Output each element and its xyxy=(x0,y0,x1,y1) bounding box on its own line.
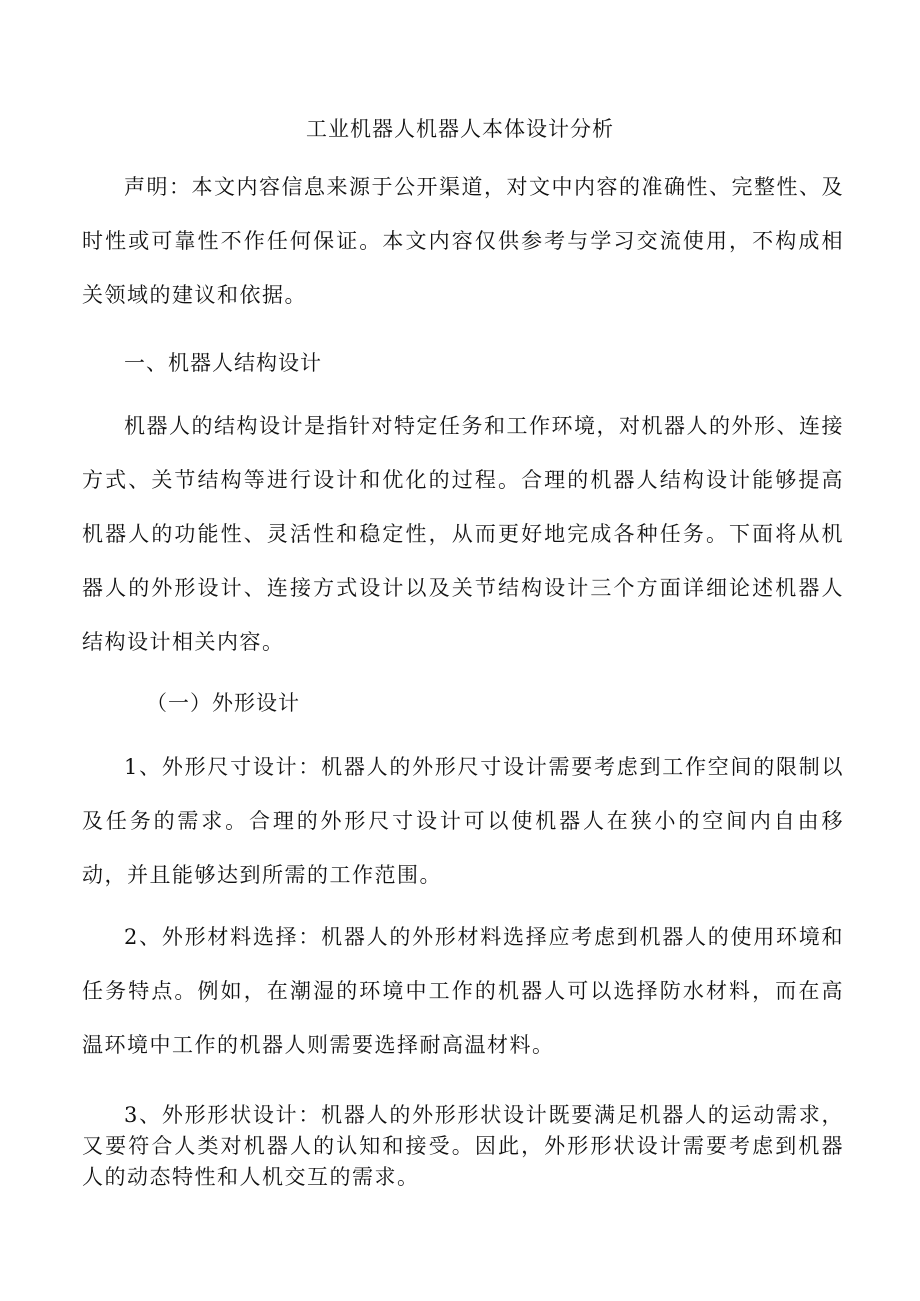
list-item-size-design: 1、外形尺寸设计：机器人的外形尺寸设计需要考虑到工作空间的限制以及任务的需求。合理的外形尺寸设计可以使机器人在狭小的空间内自由移动，并且能够达到所需的工作范围。 xyxy=(82,755,844,887)
disclaimer-paragraph: 声明：本文内容信息来源于公开渠道，对文中内容的准确性、完整性、及时性或可靠性不作任何保证。本文内容仅供参考与学习交流使用，不构成相关领域的建议和依据。 xyxy=(82,175,844,307)
list-item-shape-design: 3、外形形状设计：机器人的外形形状设计既要满足机器人的运动需求，又要符合人类对机器人的认知和接受。因此，外形形状设计需要考虑到机器人的动态特性和人机交互的需求。 xyxy=(82,1103,844,1189)
section-intro-paragraph: 机器人的结构设计是指针对特定任务和工作环境，对机器人的外形、连接方式、关节结构等进行设计和优化的过程。合理的机器人结构设计能够提高机器人的功能性、灵活性和稳定性，从而更好地完成各种任务。下面将从机器人的外形设计、连接方式设计以及关节结构设计三个方面详细论述机器人结构设计相关内容。 xyxy=(82,414,844,654)
subsection-heading-appearance-design: （一）外形设计 xyxy=(146,691,300,715)
document-title: 工业机器人机器人本体设计分析 xyxy=(306,117,614,141)
section-heading-structure-design: 一、机器人结构设计 xyxy=(124,351,322,375)
list-item-material-selection: 2、外形材料选择：机器人的外形材料选择应考虑到机器人的使用环境和任务特点。例如，在潮湿的环境中工作的机器人可以选择防水材料，而在高温环境中工作的机器人则需要选择耐高温材料。 xyxy=(82,925,844,1057)
